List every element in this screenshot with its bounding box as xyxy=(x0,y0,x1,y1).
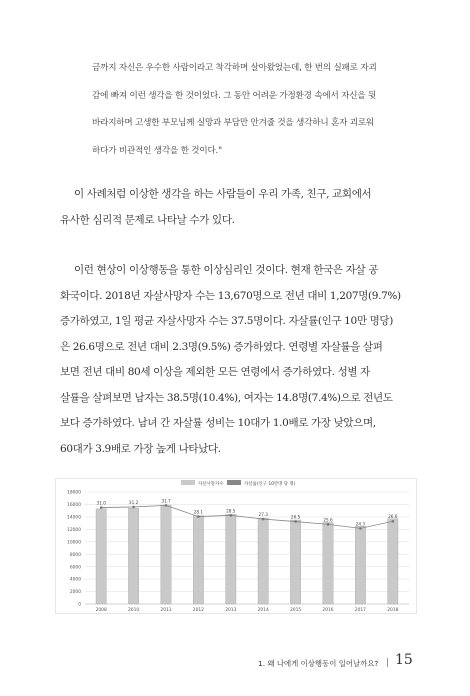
y-tick-label: 16000 xyxy=(67,503,81,509)
x-tick-label: 2013 xyxy=(225,608,237,613)
data-label-rate: 24.3 xyxy=(355,521,366,527)
quote-line: 감에 빠져 이런 생각을 한 것이었다. 그 동안 어려운 가정환경 속에서 자신을 뒷 xyxy=(92,90,377,101)
quote-block xyxy=(92,55,412,165)
point-rate xyxy=(392,520,395,523)
x-tick-label: 2015 xyxy=(290,608,302,613)
body-paragraph-1 xyxy=(60,182,412,233)
x-tick-label: 2010 xyxy=(128,608,140,613)
data-label-rate: 26.5 xyxy=(290,514,301,520)
y-tick-label: 2000 xyxy=(69,590,81,596)
body-line: 60대가 3.9배로 가장 높게 나타났다. xyxy=(60,442,221,455)
body-line: 이런 현상이 이상행동을 통한 이상심리인 것이다. 현재 한국은 자살 공 xyxy=(74,264,379,276)
quote-line: 하다가 비관적인 생각을 한 것이다." xyxy=(92,145,222,156)
point-rate xyxy=(197,515,200,518)
bar-deaths xyxy=(388,519,398,604)
body-paragraph-2 xyxy=(60,258,412,462)
bar-deaths xyxy=(258,518,268,604)
bar-deaths xyxy=(355,526,365,604)
bar-deaths xyxy=(323,522,333,604)
page-footer xyxy=(258,652,418,672)
body-line: 보면 전년 대비 80세 이상을 제외한 모든 연령에서 증가하였다. 성별 자 xyxy=(60,366,370,378)
body-line: 유사한 심리적 문제로 나타날 수가 있다. xyxy=(60,213,235,226)
data-label-rate: 26.6 xyxy=(388,514,398,520)
point-rate xyxy=(100,506,103,509)
legend-swatch-deaths xyxy=(181,480,195,485)
y-tick-label: 0 xyxy=(78,602,81,608)
bar-deaths xyxy=(96,509,106,604)
data-label-rate: 28.1 xyxy=(193,509,204,515)
page-number: 15 xyxy=(395,652,413,668)
data-label-rate: 25.6 xyxy=(323,517,333,523)
body-line: 화국이다. 2018년 자살사망자 수는 13,670명으로 전년 대비 1,207명(9.7%) xyxy=(60,289,401,302)
quote-line: 금까지 자신은 우수한 사람이라고 착각하며 살아왔었는데, 한 번의 실패로 자괴 xyxy=(92,63,377,73)
chapter-title: 1. 왜 나에게 이상행동이 일어날까요? xyxy=(258,659,379,668)
point-rate xyxy=(262,518,265,521)
legend-label-deaths: 자살사망자수 xyxy=(198,482,224,487)
y-tick-label: 6000 xyxy=(69,565,81,571)
bar-deaths xyxy=(290,520,300,604)
body-line: 증가하였고, 1일 평균 자살사망자 수는 37.5명이다. 자살률(인구 10만 명당) xyxy=(60,315,393,327)
body-line: 은 26.6명으로 전년 대비 2.3명(9.5%) 증가하였다. 연령별 자살률을 살펴 xyxy=(60,340,383,353)
point-rate xyxy=(294,520,297,523)
x-tick-label: 2011 xyxy=(160,608,172,613)
point-rate xyxy=(327,523,330,526)
y-tick-label: 18000 xyxy=(67,490,81,496)
data-label-rate: 28.5 xyxy=(226,508,236,514)
bar-deaths xyxy=(161,505,171,604)
suicide-statistics-chart xyxy=(55,478,417,614)
y-tick-label: 14000 xyxy=(67,515,81,521)
x-tick-label: 2016 xyxy=(322,608,334,613)
x-tick-label: 2018 xyxy=(387,608,399,613)
x-tick-label: 2014 xyxy=(257,608,269,613)
body-line: 이 사례처럼 이상한 생각을 하는 사람들이 우리 가족, 친구, 교회에서 xyxy=(74,188,372,200)
legend-swatch-rate xyxy=(227,480,241,485)
data-label-rate: 31.2 xyxy=(128,499,139,505)
point-rate xyxy=(165,504,168,507)
body-line: 살률을 살펴보면 남자는 38.5명(10.4%), 여자는 14.8명(7.4%)으로 전년도 xyxy=(60,391,393,404)
x-tick-label: 2017 xyxy=(354,608,366,613)
y-tick-label: 4000 xyxy=(69,577,81,583)
point-rate xyxy=(230,514,233,517)
x-tick-label: 2012 xyxy=(192,608,204,613)
data-label-rate: 31.7 xyxy=(161,498,171,504)
y-tick-label: 12000 xyxy=(67,527,81,533)
bar-deaths xyxy=(128,508,138,604)
data-label-rate: 27.3 xyxy=(258,512,268,518)
body-line: 보다 증가하였다. 남녀 간 자살률 성비는 10대가 1.0배로 가장 낮았으며, xyxy=(60,417,376,429)
quote-line: 바라지하며 고생한 부모님께 실망과 부담만 안겨줄 것을 생각하니 혼자 괴로워 xyxy=(92,118,375,128)
y-tick-label: 8000 xyxy=(69,552,81,558)
footer-divider xyxy=(387,658,388,667)
legend-label-rate: 자살률(인구 10만명 당 명) xyxy=(244,482,296,487)
bar-deaths xyxy=(226,514,236,604)
data-label-rate: 31.0 xyxy=(96,500,106,506)
y-tick-label: 10000 xyxy=(67,540,81,546)
bar-deaths xyxy=(193,516,203,604)
point-rate xyxy=(359,527,362,530)
x-tick-label: 2008 xyxy=(95,608,107,613)
point-rate xyxy=(132,506,135,509)
